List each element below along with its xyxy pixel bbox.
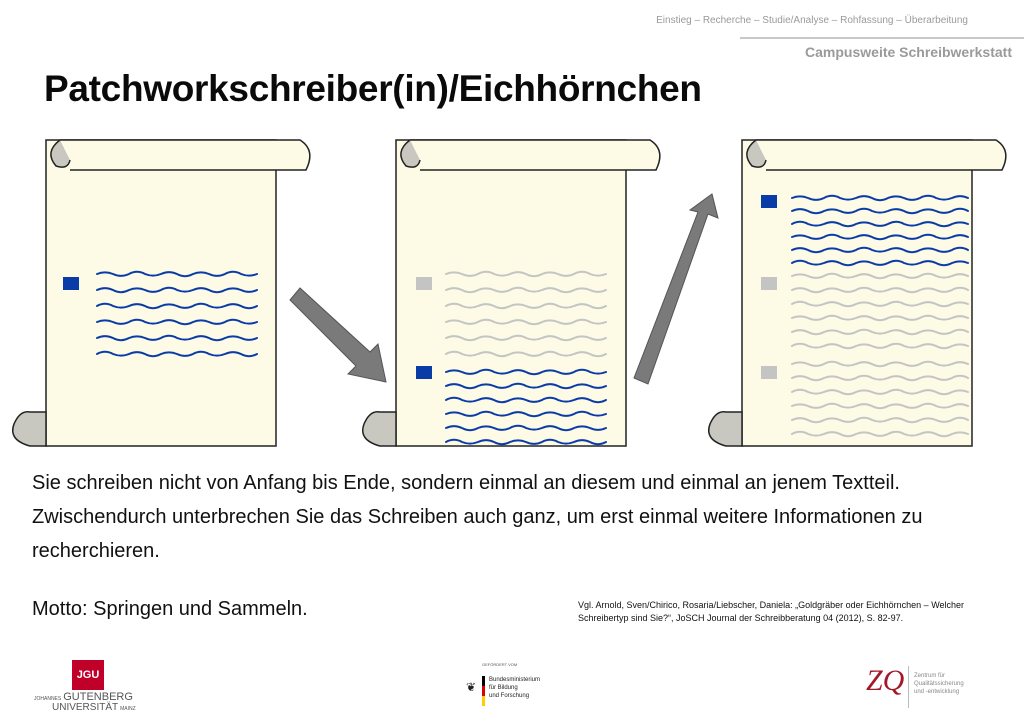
motto-text: Motto: Springen und Sammeln.: [32, 598, 308, 620]
scroll-2: [363, 140, 660, 446]
scroll-top-roll: [410, 140, 660, 170]
zq-logo-text: Zentrum für Qualitätssicherung und -entwicklung: [914, 673, 964, 695]
block-marker-active: [63, 277, 79, 290]
block-marker-active: [761, 195, 777, 208]
scroll-top-roll: [756, 140, 1006, 170]
jgu-logo-box: JGU: [72, 660, 104, 690]
description-text: Sie schreiben nicht von Anfang bis Ende, sondern einmal an diesem und einmal an jenem Textteil. Zwischendurch unterbrechen Sie das Schreiben auch ganz, um erst einmal weitere Informationen zu recherchieren.: [32, 472, 923, 562]
block-marker-done: [761, 366, 777, 379]
scroll-paper: [742, 140, 972, 446]
zq-logo-mark: ZQ: [866, 664, 905, 697]
scroll-1: [13, 140, 310, 446]
jgu-logo-line2: UNIVERSITÄT MAINZ: [52, 702, 136, 713]
citation-text: Vgl. Arnold, Sven/Chirico, Rosaria/Liebscher, Daniela: „Goldgräber oder Eichhörnchen – Welcher Schreibertyp sind Sie?“, JoSCH Journal der Schreibberatung 04 (2012), S. 82-97.: [578, 600, 965, 623]
bmbf-logo: [466, 662, 576, 718]
eagle-icon: ❦: [466, 680, 477, 694]
scroll-curl-bottom: [363, 412, 396, 446]
scroll-paper: [46, 140, 276, 446]
arrow-down-right: [290, 288, 386, 382]
block-marker-done: [416, 277, 432, 290]
jgu-logo: [34, 660, 144, 716]
jgu-logo-line1: JOHANNES GUTENBERG: [34, 691, 133, 703]
scroll-curl-bottom: [13, 412, 46, 446]
bmbf-name: Bundesministerium für Bildung und Forschung: [489, 677, 541, 699]
workshop-label: Campusweite Schreibwerkstatt: [805, 44, 1012, 60]
zq-logo: [866, 664, 996, 714]
german-flag-icon: [482, 676, 485, 706]
arrow-up-right: [634, 194, 718, 384]
scroll-top-roll: [60, 140, 310, 170]
scroll-3: [709, 140, 1006, 446]
block-marker-active: [416, 366, 432, 379]
bmbf-funding-label: GEFÖRDERT VOM: [482, 662, 518, 667]
breadcrumb: Einstieg – Recherche – Studie/Analyse – Rohfassung – Überarbeitung: [656, 15, 968, 26]
zq-logo-divider: [908, 666, 909, 708]
page-title: Patchworkschreiber(in)/Eichhörnchen: [44, 68, 702, 109]
scroll-curl-bottom: [709, 412, 742, 446]
block-marker-done: [761, 277, 777, 290]
